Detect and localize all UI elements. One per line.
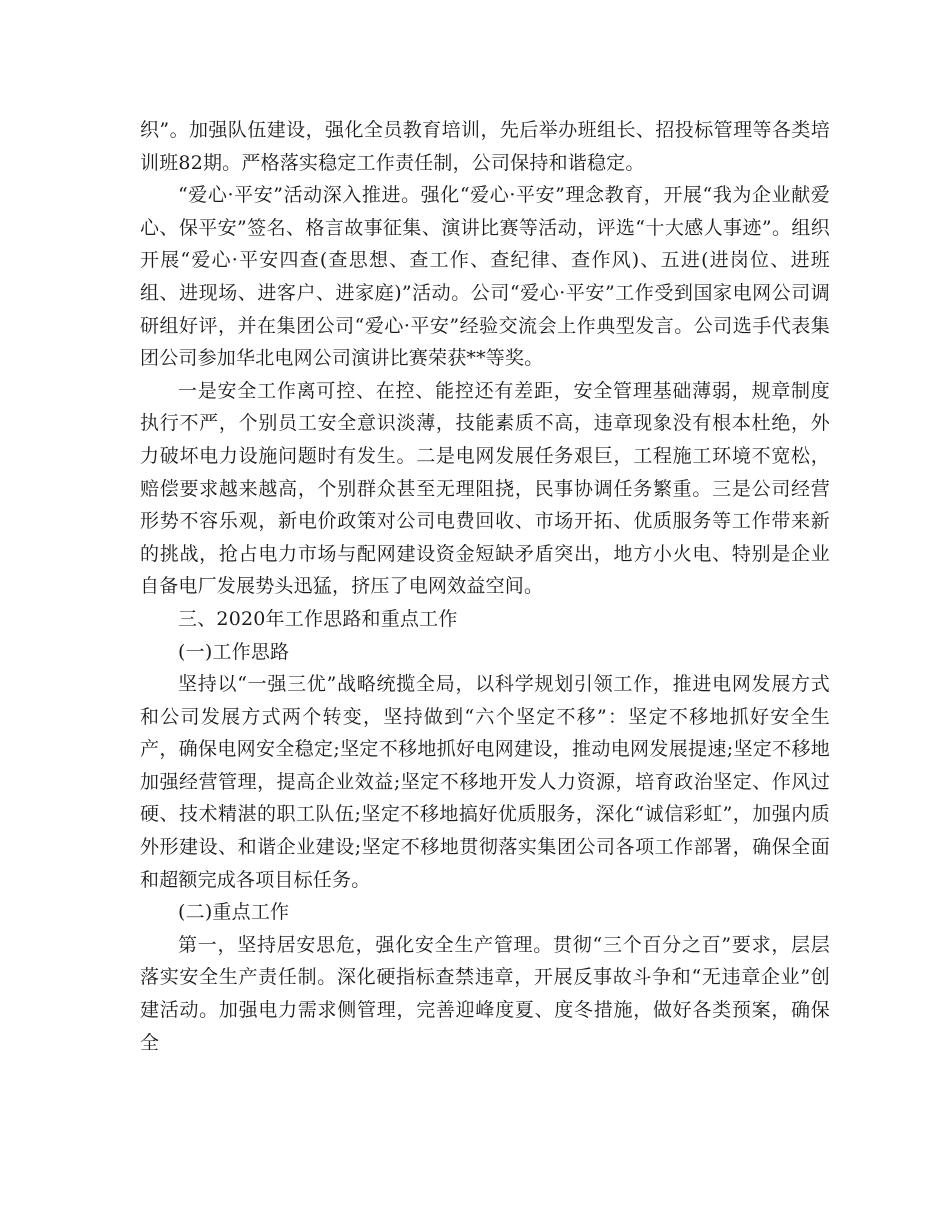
paragraph-key-work-first: 第一，坚持居安思危，强化安全生产管理。贯彻“三个百分之百”要求，层层落实安全生产责任制。深化硬指标查禁违章，开展反事故斗争和“无违章企业”创建活动。加强电力需求侧管理，完善迎峰度夏、度冬措施，做好各类预案，确保全 [140, 933, 830, 1054]
subheading-work-ideas: (一)工作思路 [178, 640, 290, 663]
paragraph-problems: 一是安全工作离可控、在控、能控还有差距，安全管理基础薄弱，规章制度执行不严，个别员工安全意识淡薄，技能素质不高，违章现象没有根本杜绝，外力破坏电力设施问题时有发生。二是电网发展任务艰巨，工程施工环境不宽松，赔偿要求越来越高，个别群众甚至无理阻挠，民事协调任务繁重。三是公司经营形势不容乐观，新电价政策对公司电费回收、市场开拓、优质服务等工作带来新的挑战，抢占电力市场与配网建设资金短缺矛盾突出，地方小火电、特别是企业自备电厂发展势头迅猛，挤压了电网效益空间。 [140, 379, 830, 598]
section-heading-2020-plan: 三、2020年工作思路和重点工作 [178, 607, 458, 630]
paragraph-love-safety-activity: “爱心·平安”活动深入推进。强化“爱心·平安”理念教育，开展“我为企业献爱心、保平安”签名、格言故事征集、演讲比赛等活动，评选“十大感人事迹”。组织开展“爱心·平安四查(查思想、查工作、查纪律、查作风)、五进(进岗位、进班组、进现场、进客户、进家庭)”活动。公司“爱心·平安”工作受到国家电网公司调研组好评，并在集团公司“爱心·平安”经验交流会上作典型发言。公司选手代表集团公司参加华北电网公司演讲比赛荣获**等奖。 [140, 184, 830, 370]
paragraph-work-ideas: 坚持以“一强三优”战略统揽全局，以科学规划引领工作，推进电网发展方式和公司发展方式两个转变，坚持做到“六个坚定不移”：坚定不移地抓好安全生产，确保电网安全稳定;坚定不移地抓好电网建设，推动电网发展提速;坚定不移地加强经营管理，提高企业效益;坚定不移地开发人力资源，培育政治坚定、作风过硬、技术精湛的职工队伍;坚定不移地搞好优质服务，深化“诚信彩虹”，加强内质外形建设、和谐企业建设;坚定不移地贯彻落实集团公司各项工作部署，确保全面和超额完成各项目标任务。 [140, 673, 830, 891]
paragraph-continuation: 织”。加强队伍建设，强化全员教育培训，先后举办班组长、招投标管理等各类培训班82期。严格落实稳定工作责任制，公司保持和谐稳定。 [140, 119, 830, 174]
document-body [140, 114, 830, 1059]
subheading-key-work: (二)重点工作 [178, 901, 290, 924]
